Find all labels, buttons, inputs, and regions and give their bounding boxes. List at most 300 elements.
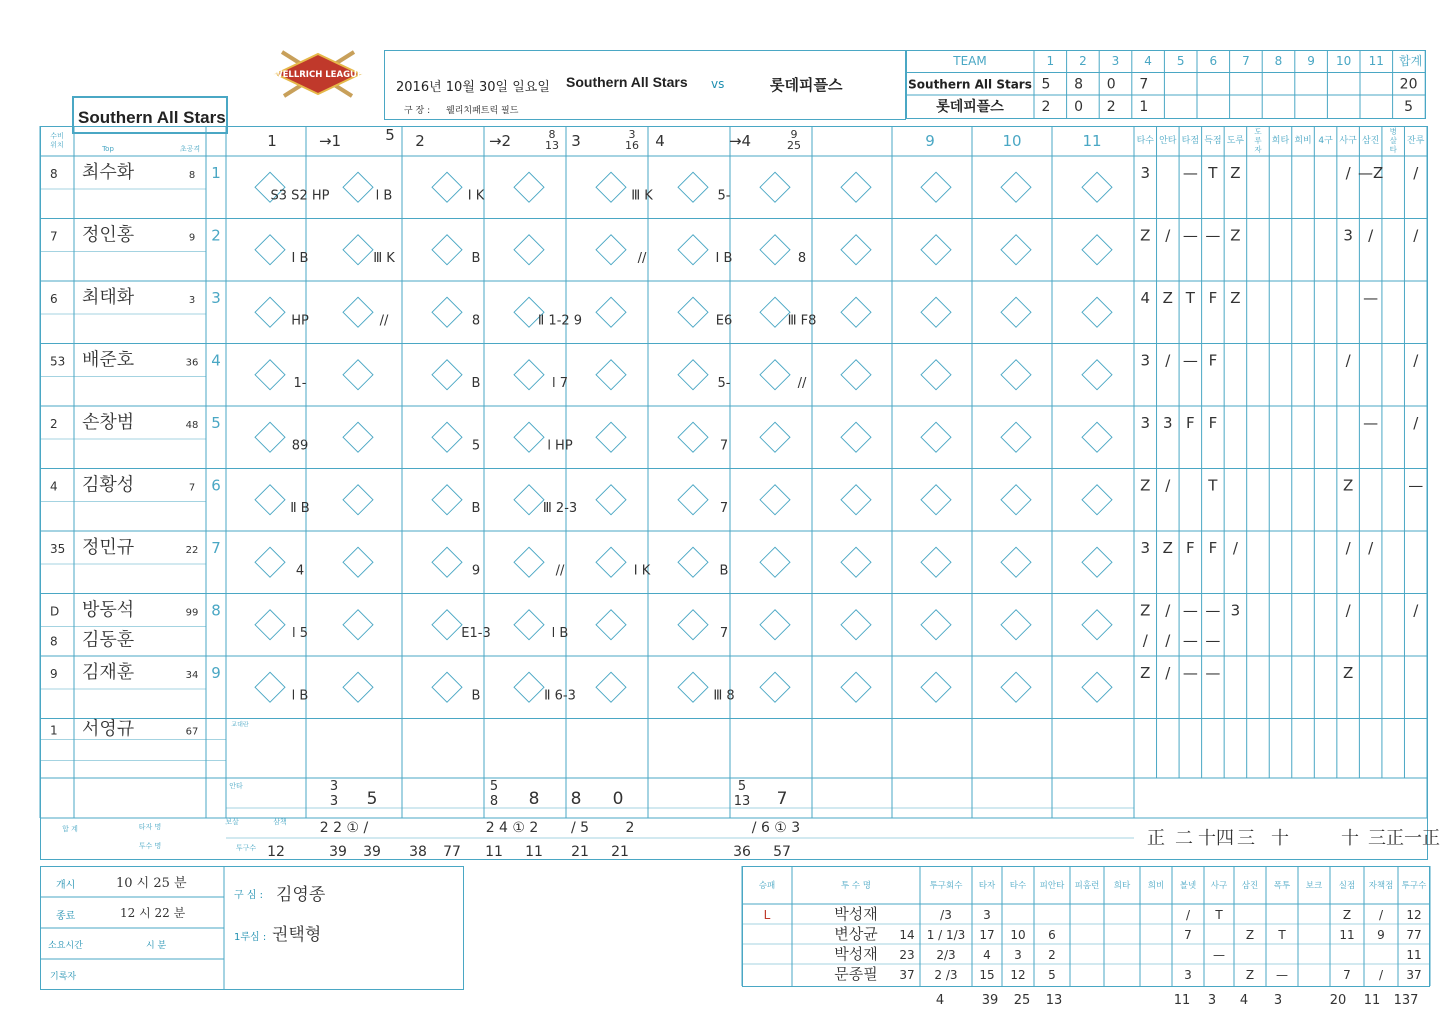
batter-stat: F	[1208, 414, 1218, 432]
diamond	[678, 672, 708, 702]
diamond	[432, 422, 462, 452]
diamond	[1082, 485, 1112, 515]
linescore-inning-5: 5	[1176, 54, 1185, 68]
batter-stat: Z	[1140, 226, 1151, 245]
diamond	[514, 485, 544, 515]
diamond	[1001, 672, 1031, 702]
walks-total: 2 4 ① 2	[485, 820, 539, 836]
inning-header: 10	[1002, 132, 1022, 150]
batting-order: 9	[211, 664, 221, 682]
first-base-umpire-label: 1루심 :	[234, 932, 267, 943]
batting-order: 1	[211, 164, 221, 182]
pitching-header: 타수	[1009, 881, 1027, 891]
pitching-wp: T	[1278, 928, 1286, 942]
play-mark: //	[797, 375, 807, 391]
batter-stat: F	[1186, 414, 1195, 432]
pitching-h: 6	[1048, 928, 1056, 942]
pitching-bf: 3	[983, 908, 991, 922]
batter-number: 99	[185, 607, 199, 619]
pitching-bf: 4	[983, 948, 991, 962]
pitching-innings: 2 /3	[934, 968, 958, 982]
inning-header: 1	[267, 132, 277, 150]
batter-stat: /	[1345, 351, 1351, 370]
tally-mark: 三正一正	[1368, 828, 1440, 849]
away-team-name: Southern All Stars	[566, 74, 688, 90]
batter-stat: /	[1345, 539, 1351, 557]
pitching-header: 실점	[1338, 881, 1356, 891]
play-mark: B	[471, 375, 481, 391]
umpire-label: 구 심 :	[234, 890, 264, 901]
batter-stat: /	[1165, 476, 1171, 495]
attack-label: 초공격	[179, 145, 201, 153]
batter-stat: —	[1182, 664, 1198, 682]
pitching-total: 25	[1013, 993, 1031, 1008]
position-header: 수비	[50, 132, 64, 140]
diamond	[514, 172, 544, 202]
diamond	[343, 422, 373, 452]
batter-stat: —	[1205, 664, 1221, 682]
pitching-total: 137	[1393, 993, 1419, 1008]
play-mark: I B	[715, 250, 733, 266]
play-mark: B	[719, 563, 729, 579]
diamond	[760, 235, 790, 265]
diamond	[343, 547, 373, 577]
pitching-total: 39	[981, 993, 999, 1008]
pitching-so: Z	[1245, 968, 1255, 982]
diamond	[921, 547, 951, 577]
pitching-total: 4	[935, 993, 945, 1008]
diamond	[921, 235, 951, 265]
batter-stat: /	[1413, 601, 1419, 620]
batter-stat: —	[1363, 414, 1379, 432]
diamond	[1082, 360, 1112, 390]
linescore-score: 1	[1139, 99, 1149, 115]
play-mark: l B	[375, 188, 393, 204]
stat-header: 살	[1389, 136, 1397, 145]
tally-mark: 二	[1175, 828, 1193, 849]
diamond	[921, 360, 951, 390]
inning-header: →4	[728, 132, 752, 150]
play-mark: 7	[719, 625, 729, 641]
play-mark: l HP	[547, 438, 573, 454]
stat-header: 타	[1389, 145, 1397, 154]
linescore-inning-10: 10	[1336, 54, 1352, 68]
position-header: 위치	[50, 141, 64, 149]
batter-stat: 3	[1230, 601, 1241, 620]
diamond	[514, 422, 544, 452]
pitch-count-total: 21	[611, 844, 629, 860]
batter-stat: F	[1208, 539, 1218, 557]
batter-stat: —	[1182, 351, 1198, 370]
play-mark: 8	[471, 313, 481, 329]
batter-position: 2	[50, 417, 58, 431]
batter-stat: Z	[1140, 601, 1151, 620]
pitch-count-total: 11	[485, 844, 503, 860]
diamond	[432, 547, 462, 577]
stat-header: 병	[1389, 127, 1397, 136]
inning-header: 9	[925, 132, 935, 150]
linescore-row-total: 5	[1404, 99, 1414, 115]
diamond	[596, 547, 626, 577]
inning-header: 3	[571, 132, 581, 150]
play-mark: 8	[797, 250, 807, 266]
diamond	[255, 547, 285, 577]
batter-stat: —	[1182, 164, 1198, 182]
batter-stat: —	[1205, 631, 1221, 650]
stat-header: 자	[1254, 145, 1262, 154]
inning-header: 13	[545, 139, 559, 152]
pitching-innings: 1 / 1/3	[926, 928, 966, 942]
diamond	[921, 672, 951, 702]
batter-position: D	[50, 604, 60, 619]
pitching-er: /	[1378, 968, 1384, 982]
scorer-label: 기록자	[50, 972, 77, 982]
diamond	[760, 422, 790, 452]
batter-stat: /	[1165, 601, 1171, 620]
end-time-value: 12 시 22 분	[120, 906, 186, 920]
hits-label: 안타	[229, 782, 243, 790]
batter-number: 34	[185, 670, 199, 681]
diamond	[596, 235, 626, 265]
hits-total: 0	[612, 789, 624, 809]
total-label: 합 계	[62, 825, 78, 833]
play-mark: 7	[719, 438, 729, 454]
linescore-inning-9: 9	[1307, 54, 1315, 68]
diamond	[432, 235, 462, 265]
batter-number: 67	[185, 726, 199, 738]
diamond	[760, 360, 790, 390]
batter-position: 8	[50, 167, 58, 181]
stat-header: 득점	[1204, 136, 1222, 146]
batting-order: 3	[211, 289, 221, 307]
pitching-name: 문종필	[834, 965, 878, 983]
play-mark: B	[471, 688, 481, 704]
batter-number: 48	[185, 420, 199, 431]
scoring-grid	[40, 126, 1440, 860]
vs-label: vs	[711, 77, 725, 91]
play-mark: 4	[295, 563, 305, 579]
linescore-score: 8	[1074, 76, 1084, 93]
play-mark: 9	[471, 563, 481, 579]
pitch-count-total: 36	[733, 844, 751, 860]
pitching-r: 11	[1339, 928, 1355, 942]
stat-header: 사구	[1339, 136, 1357, 146]
batter-stat: T	[1208, 164, 1218, 182]
linescore-score: 0	[1074, 99, 1084, 115]
tally-mark: 十	[1341, 828, 1359, 849]
pitching-bb: 3	[1184, 968, 1192, 982]
batter-stat: 4	[1140, 289, 1151, 307]
diamond	[678, 610, 708, 640]
play-mark: 7	[719, 500, 729, 516]
top-label: Top	[102, 145, 114, 153]
diamond	[841, 485, 871, 515]
pitching-total: 4	[1239, 993, 1249, 1008]
stat-header: 안타	[1159, 136, 1177, 146]
batter-stat: —	[1182, 226, 1198, 245]
linescore-inning-8: 8	[1274, 54, 1283, 68]
pitch-count-total: 21	[571, 844, 589, 860]
batter-position: 8	[50, 634, 58, 649]
batter-stat: /	[1413, 164, 1419, 182]
inning-header: 2	[415, 132, 425, 150]
diamond	[596, 297, 626, 327]
end-time-label: 종료	[56, 911, 76, 922]
pitching-table	[742, 866, 1432, 1024]
pitching-total: 11	[1173, 993, 1191, 1008]
diamond	[514, 610, 544, 640]
duration-label: 소요시간	[48, 941, 83, 951]
diamond	[343, 672, 373, 702]
inning-header: →1	[318, 132, 342, 150]
diamond	[678, 422, 708, 452]
linescore-row-total: 20	[1399, 76, 1418, 93]
diamond	[1001, 235, 1031, 265]
play-mark: I B	[291, 250, 309, 266]
diamond	[921, 422, 951, 452]
pitching-header: 폭투	[1273, 881, 1291, 891]
pitching-header: 투구수	[1401, 881, 1427, 891]
batter-stat: Z	[1342, 664, 1354, 682]
linescore-score: 7	[1139, 76, 1149, 93]
hits-total: 8	[570, 789, 582, 809]
play-mark: Ⅱ B	[290, 500, 310, 516]
batter-stat: T	[1185, 289, 1195, 307]
batter-stat: T	[1208, 476, 1218, 495]
start-time-value: 10 시 25 분	[116, 876, 187, 891]
batter-name: 방동석	[82, 599, 135, 621]
diamond	[841, 360, 871, 390]
inning-header: 5	[385, 126, 395, 144]
play-mark: I K	[467, 188, 485, 204]
diamond	[841, 172, 871, 202]
home-team-name: 롯데피플스	[770, 76, 843, 94]
diamond	[255, 610, 285, 640]
play-mark: 1-	[293, 375, 307, 391]
batter-stat: Z	[1140, 664, 1151, 682]
tally-mark: 十	[1271, 828, 1289, 849]
diamond	[678, 547, 708, 577]
batter-stat: /	[1368, 539, 1374, 557]
batter-name: 최수화	[82, 162, 135, 183]
pitching-header: 희타	[1113, 881, 1131, 891]
league-logo	[272, 50, 364, 98]
batter-stat: F	[1208, 289, 1218, 307]
batter-stat: /	[1413, 414, 1419, 432]
diamond	[760, 610, 790, 640]
inning-header: →2	[488, 132, 512, 150]
pitching-total: 13	[1045, 993, 1063, 1008]
batter-stat: /	[1345, 601, 1351, 620]
diamond	[921, 297, 951, 327]
batter-name: 정인홍	[82, 224, 135, 246]
pitching-number: 14	[899, 928, 915, 942]
batter-stat: /	[1345, 164, 1351, 182]
duration-value: 시 분	[146, 941, 167, 951]
pitching-ab: 3	[1014, 948, 1022, 962]
batter-number: 3	[188, 295, 196, 306]
linescore-score: 5	[1041, 76, 1051, 93]
diamond	[596, 422, 626, 452]
pitch-count-total: 57	[773, 844, 791, 860]
play-mark: E1-3	[461, 625, 491, 641]
pitching-name: 박성재	[834, 945, 878, 963]
diamond	[841, 297, 871, 327]
pitch-count-total: 39	[329, 844, 347, 860]
linescore-team-name: Southern All Stars	[908, 77, 1032, 92]
pitching-header: 피안타	[1039, 881, 1065, 891]
diamond	[1001, 485, 1031, 515]
batter-stat: —	[1182, 631, 1198, 650]
play-mark: Ⅲ 8	[713, 688, 735, 704]
diamond	[255, 297, 285, 327]
batter-name: 김동훈	[82, 629, 135, 651]
stat-header: 타점	[1181, 136, 1200, 146]
linescore-score: 0	[1106, 76, 1116, 93]
linescore-team-header: TEAM	[953, 54, 987, 68]
play-mark: //	[555, 563, 565, 579]
diamond	[678, 360, 708, 390]
batter-position: 6	[50, 292, 58, 306]
diamond	[1001, 422, 1031, 452]
inning-header: 16	[625, 139, 639, 152]
batter-stat: /	[1165, 351, 1171, 370]
diamond	[760, 485, 790, 515]
diamond	[678, 235, 708, 265]
batter-position: 9	[50, 667, 58, 681]
batter-stat: Z	[1230, 226, 1241, 245]
diamond	[343, 235, 373, 265]
batter-name: 서영규	[82, 718, 135, 740]
walks-total: / 5	[570, 820, 590, 836]
pitching-header: 삼진	[1241, 881, 1259, 891]
linescore-total-header: 합계	[1399, 54, 1423, 68]
diamond	[255, 672, 285, 702]
batter-position: 53	[50, 354, 66, 369]
batting-order: 7	[211, 539, 221, 557]
pitch-count-total: 38	[409, 844, 427, 860]
pitching-bf: 15	[979, 968, 995, 982]
play-mark: 5	[471, 438, 481, 454]
diamond	[514, 547, 544, 577]
stat-header: 루	[1254, 136, 1262, 145]
pitching-er: /	[1378, 908, 1384, 922]
hits-total: 7	[776, 789, 788, 809]
diamond	[255, 485, 285, 515]
inning-header: 4	[655, 132, 665, 150]
tally-mark: 十四	[1198, 828, 1234, 849]
pitchers-label: 투수 명	[138, 842, 162, 850]
play-mark: l 7	[551, 375, 569, 391]
pitch-count-total: 39	[363, 844, 381, 860]
strikeouts-label: 삼책	[273, 818, 287, 826]
diamond	[343, 360, 373, 390]
play-mark: 5-	[717, 188, 731, 204]
batter-stat: 3	[1140, 414, 1151, 432]
umpire-name: 김영종	[276, 885, 326, 905]
pitching-header: 피홈런	[1074, 881, 1100, 891]
diamond	[255, 422, 285, 452]
batter-number: 7	[188, 482, 196, 494]
batting-order: 5	[211, 414, 221, 432]
diamond	[1082, 422, 1112, 452]
walks-label: 보살	[225, 818, 239, 826]
stat-header: 희타	[1271, 136, 1290, 146]
stat-header: 희비	[1294, 136, 1312, 146]
venue-name: 웰리치패트릭 필드	[446, 106, 519, 116]
diamond	[596, 610, 626, 640]
batter-stat: Z	[1140, 476, 1151, 495]
linescore-inning-3: 3	[1111, 54, 1120, 68]
pitching-header: 투 수 명	[840, 881, 872, 891]
pitching-ab: 10	[1010, 928, 1026, 942]
pitching-hbp: —	[1213, 948, 1225, 962]
diamond	[596, 172, 626, 202]
hits-total: 5	[489, 779, 499, 794]
linescore-inning-6: 6	[1209, 54, 1218, 68]
logo-text: WELLRICH LEAGUE	[273, 70, 363, 80]
pitching-header: 희비	[1147, 881, 1165, 891]
batter-number: 22	[185, 545, 199, 556]
linescore-inning-4: 4	[1144, 54, 1152, 68]
team-name: Southern All Stars	[78, 108, 226, 127]
diamond	[432, 485, 462, 515]
pitching-total: 3	[1207, 993, 1217, 1008]
batter-stat: /	[1165, 226, 1171, 245]
start-time-label: 개시	[56, 880, 76, 891]
batter-name: 배준호	[82, 349, 135, 371]
batter-stat: —	[1182, 601, 1198, 620]
batter-stat: /	[1165, 631, 1171, 650]
diamond	[760, 172, 790, 202]
batter-name: 정민규	[82, 537, 135, 558]
first-base-umpire-name: 권택형	[272, 925, 322, 945]
play-mark: E6	[715, 313, 733, 329]
diamond	[1001, 172, 1031, 202]
batter-stat: /	[1165, 664, 1171, 682]
pitching-total: 20	[1329, 993, 1347, 1008]
hits-total: 5	[366, 789, 378, 809]
pitching-bf: 17	[979, 928, 995, 942]
play-mark: S3 S2 HP	[270, 188, 330, 204]
play-mark: Ⅱ 6-3	[544, 688, 576, 704]
diamond	[1082, 172, 1112, 202]
batter-stat: 3	[1140, 164, 1151, 182]
diamond	[1001, 610, 1031, 640]
diamond	[921, 172, 951, 202]
diamond	[1082, 610, 1112, 640]
batter-stat: F	[1186, 539, 1195, 557]
play-mark: Ⅱ 1-2 9	[537, 313, 583, 329]
stat-header: 도루	[1226, 136, 1245, 146]
linescore-inning-11: 11	[1368, 54, 1384, 68]
walks-total: / 6 ① 3	[751, 820, 801, 836]
batter-position: 35	[50, 542, 66, 556]
play-mark: 89	[291, 438, 309, 454]
diamond	[514, 672, 544, 702]
diamond	[514, 360, 544, 390]
batter-number: 8	[188, 170, 196, 181]
batter-position: 7	[50, 229, 58, 244]
play-mark: B	[471, 250, 481, 266]
play-mark: //	[637, 250, 647, 266]
batter-stat: /	[1413, 226, 1419, 245]
stat-header: 도	[1254, 127, 1262, 136]
diamond	[841, 422, 871, 452]
batter-stat: 3	[1343, 226, 1353, 245]
batter-name: 김재훈	[82, 662, 135, 683]
inning-header: 9	[790, 128, 798, 141]
